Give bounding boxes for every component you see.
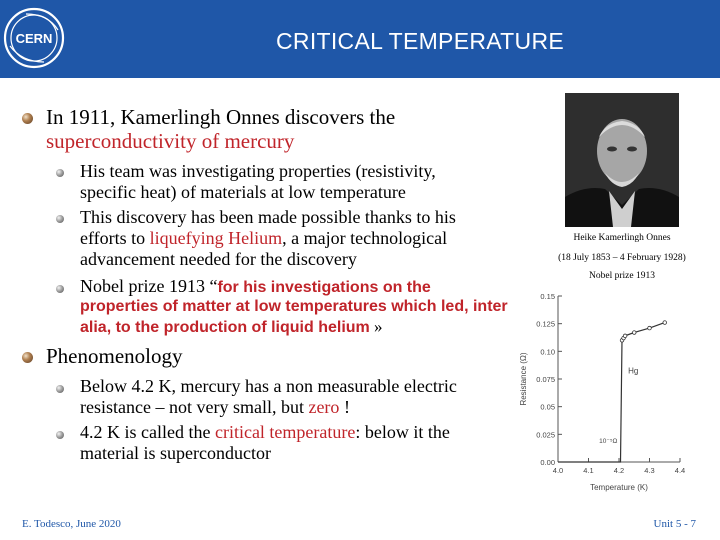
bullet-1-1-text: [80, 161, 436, 203]
bullet-1-line-2: superconductivity of mercury: [46, 129, 295, 154]
sub-bullet-icon: [56, 169, 64, 177]
slide-header: [0, 0, 720, 92]
bullet-2-2-line-1-suffix: : below it the: [355, 422, 450, 442]
resistance-chart-svg: [512, 286, 690, 498]
bullet-2-1-highlight: zero: [308, 396, 340, 417]
portrait-photo: [565, 93, 679, 227]
bullet-1-1-line-1: His team was investigating properties (resistivity,: [80, 161, 436, 181]
resistance-chart: [512, 286, 690, 498]
bullet-2-1-line-1: Below 4.2 K, mercury has a non measurable electric: [80, 376, 457, 396]
bullet-2-1-line-2: [80, 397, 508, 418]
cern-logo-icon: [2, 6, 66, 70]
nobel-quote-line-2: properties of matter at low temperatures which led, inter: [80, 297, 508, 315]
bullet-1-2-line-2: [80, 228, 456, 249]
bullet-1-3-text: [80, 277, 510, 337]
data-point: [663, 321, 667, 325]
threshold-label: 10⁻⁵Ω: [599, 438, 618, 446]
x-tick-label: 4.3: [644, 466, 655, 475]
cern-logo-text: CERN: [15, 31, 53, 46]
bullet-1-2-line-2-prefix: efforts to: [80, 227, 150, 248]
x-tick-label: 4.2: [613, 466, 625, 475]
data-point: [632, 331, 636, 335]
y-tick-label: 0.025: [536, 430, 555, 440]
y-tick-label: 0.15: [540, 292, 555, 301]
bullet-1-line-1: In 1911, Kamerlingh Onnes discovers the: [46, 105, 396, 129]
y-tick-label: 0.125: [536, 319, 555, 329]
bullet-1-2-line-2-suffix: , a major technological: [282, 227, 448, 248]
bullet-2-2-line-1: [80, 422, 450, 443]
nobel-quote-line-3: alia, to the production of liquid helium: [80, 318, 370, 336]
bullet-2-2-highlight: critical temperature: [214, 422, 356, 442]
page-title: CRITICAL TEMPERATURE: [276, 28, 564, 54]
nobel-prefix: Nobel prize 1913 “: [80, 277, 218, 296]
sub-bullet-icon: [56, 285, 64, 293]
series-label-hg: Hg: [628, 366, 639, 376]
data-point: [648, 326, 652, 330]
nobel-suffix: »: [369, 316, 383, 336]
portrait-image-icon: [565, 93, 679, 227]
bullet-2-2-line-2: material is superconductor: [80, 442, 271, 463]
bullet-1-2-text: [80, 207, 456, 270]
sub-bullet-icon: [56, 385, 64, 393]
bullet-1-text: [46, 105, 395, 154]
x-tick-label: 4.4: [674, 466, 686, 475]
portrait-name: Heike Kamerlingh Onnes: [573, 233, 671, 243]
nobel-quote-line-1: for his investigations on the: [217, 279, 431, 296]
bullet-1-2-line-3: advancement needed for the discovery: [80, 248, 357, 269]
bullet-2-1-text: [80, 376, 508, 418]
footer-author: E. Todesco, June 2020: [22, 518, 121, 530]
sub-bullet-icon: [56, 431, 64, 439]
bullet-icon: [22, 352, 33, 363]
bullet-1-2-highlight: liquefying Helium: [149, 227, 283, 248]
bullet-1-2-line-1: This discovery has been made possible thanks to his: [80, 207, 456, 227]
portrait-dates: (18 July 1853 – 4 February 1928): [558, 253, 686, 263]
bullet-2-1-line-2-prefix: resistance – not very small, but: [80, 396, 309, 417]
x-axis-label: Temperature (K): [590, 483, 648, 492]
y-tick-label: 0.05: [540, 402, 555, 412]
y-tick-label: 0.075: [536, 375, 555, 384]
y-tick-label: 0.00: [540, 458, 555, 467]
bullet-2-text: Phenomenology: [46, 344, 183, 368]
x-tick-label: 4.0: [552, 466, 564, 475]
sub-bullet-icon: [56, 215, 64, 223]
bullet-2-2-line-1-prefix: 4.2 K is called the: [80, 422, 215, 442]
bullet-1-1-line-2: specific heat) of materials at low temperature: [80, 181, 406, 202]
bullet-2-2-text: [80, 422, 450, 464]
y-axis-label: Resistance (Ω): [519, 352, 528, 406]
x-tick-label: 4.1: [583, 466, 594, 475]
bullet-icon: [22, 113, 33, 124]
bullet-2-1-line-2-suffix: !: [339, 396, 350, 417]
footer-page: Unit 5 - 7: [653, 518, 696, 530]
y-tick-label: 0.10: [540, 347, 555, 357]
data-point: [623, 334, 627, 338]
portrait-note: Nobel prize 1913: [589, 271, 655, 281]
